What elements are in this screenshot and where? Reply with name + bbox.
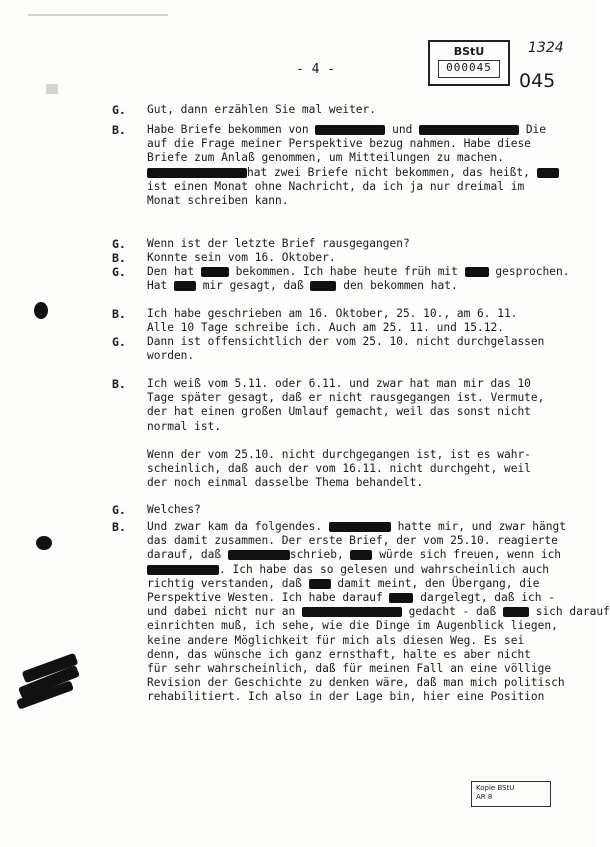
line-text: hatte mir, und zwar hängt <box>390 520 566 533</box>
line-text: damit meint, den Übergang, die <box>330 576 540 590</box>
line-text: . Ich habe das so gelesen und wahrscheinlich auch <box>219 562 550 576</box>
line-text: Habe Briefe bekommen von <box>147 123 316 136</box>
redaction-bar <box>302 607 402 617</box>
transcript-line <box>147 503 201 517</box>
line-text: das damit zusammen. Der erste Brief, der vom 25.10. reagierte <box>147 534 558 548</box>
transcript-line <box>147 251 336 265</box>
stamp-number: 000045 <box>438 60 500 78</box>
transcript-line <box>147 462 531 476</box>
redaction-bar <box>419 125 519 135</box>
transcript-line <box>147 335 544 349</box>
handwritten-number: 1324 <box>528 40 564 56</box>
transcript-line <box>147 237 410 251</box>
line-text: Alle 10 Tage schreibe ich. Auch am 25. 11. und 15.12. <box>147 321 504 335</box>
transcript-line <box>147 420 221 434</box>
line-text: ist einen Monat ohne Nachricht, da ich ja nur dreimal im <box>147 179 525 193</box>
line-text: richtig verstanden, daß <box>147 576 309 590</box>
line-text: Ich habe geschrieben am 16. Oktober, 25. 10., am 6. 11. <box>147 307 518 320</box>
line-text: der hat einen großen Umlauf gemacht, weil das sonst nicht <box>147 405 531 419</box>
redaction-bar <box>329 522 391 532</box>
line-text: keine andere Möglichkeit für mich als diesen Weg. Es sei <box>147 633 525 647</box>
line-text: Die <box>519 123 547 136</box>
bstu-stamp <box>428 40 510 86</box>
transcript-line <box>147 448 531 462</box>
copy-stamp <box>471 781 551 807</box>
speaker-label: G. <box>112 103 126 117</box>
speaker-label: G. <box>112 265 126 279</box>
redaction-bar <box>315 125 385 135</box>
speaker-label: G. <box>112 335 126 349</box>
transcript-line <box>147 605 610 619</box>
line-text: darauf, daß <box>147 548 228 562</box>
line-text: schrieb, <box>289 548 351 562</box>
redaction-bar <box>537 168 559 178</box>
line-text: Perspektive Westen. Ich habe darauf <box>147 591 390 604</box>
line-text: Briefe zum Anlaß genommen, um Mitteilungen zu machen. <box>147 151 504 165</box>
line-text: mir gesagt, daß <box>195 279 311 293</box>
line-text: Den hat <box>147 265 201 278</box>
line-text: Gut, dann erzählen Sie mal weiter. <box>147 103 377 116</box>
transcript-line <box>147 405 531 419</box>
transcript-line <box>147 563 549 577</box>
stamp-title: BStU <box>453 45 485 58</box>
line-text: gedacht - daß <box>401 605 503 619</box>
redaction-bar <box>350 550 372 560</box>
redaction-bar <box>147 168 247 178</box>
punch-hole <box>34 302 48 319</box>
line-text: Hat <box>147 279 174 293</box>
transcript-line <box>147 548 561 562</box>
speaker-label: B. <box>112 251 126 265</box>
line-text: normal ist. <box>147 419 222 433</box>
line-text: denn, das wünsche ich ganz ernsthaft, halte es aber nicht <box>147 647 531 661</box>
punch-hole <box>36 536 52 550</box>
transcript-line <box>147 377 531 391</box>
line-text: Tage später gesagt, daß er nicht rausgegangen ist. Vermute, <box>147 391 545 405</box>
transcript-line <box>147 103 376 117</box>
transcript-line <box>147 619 558 633</box>
line-text: Monat schreiben kann. <box>147 194 289 207</box>
transcript-line <box>147 690 544 704</box>
line-text: Konnte sein vom 16. Oktober. <box>147 251 336 264</box>
transcript-line <box>147 520 566 534</box>
transcript-line <box>147 307 517 321</box>
line-text: einrichten muß, ich sehe, wie die Dinge im Augenblick liegen, <box>147 619 558 633</box>
redaction-bar <box>310 281 336 291</box>
scan-noise <box>46 84 58 94</box>
line-text: Welches? <box>147 503 201 516</box>
line-text: bekommen. Ich habe heute früh mit <box>228 265 465 278</box>
speaker-label: G. <box>112 503 126 517</box>
transcript-line <box>147 321 504 335</box>
transcript-line <box>147 391 544 405</box>
redaction-bar <box>389 593 413 603</box>
line-text: Dann ist offensichtlich der vom 25. 10. nicht durchgelassen <box>147 335 545 348</box>
redaction-bar <box>228 550 290 560</box>
line-text: Ich weiß vom 5.11. oder 6.11. und zwar hat man mir das 10 <box>147 377 531 390</box>
transcript-line <box>147 476 423 490</box>
page-number: - 4 - <box>296 62 336 77</box>
transcript-line <box>147 591 555 605</box>
transcript-line <box>147 648 531 662</box>
speaker-label: B. <box>112 307 126 321</box>
redaction-bar <box>465 267 489 277</box>
transcript-line <box>147 662 551 676</box>
transcript-line <box>147 349 194 363</box>
line-text: und <box>385 123 420 136</box>
line-text: würde sich freuen, wenn ich <box>372 548 562 562</box>
transcript-line <box>147 534 558 548</box>
transcript-line <box>147 123 546 137</box>
redaction-bar <box>201 267 229 277</box>
redaction-bar <box>503 607 529 617</box>
line-text: rehabilitiert. Ich also in der Lage bin, hier eine Position <box>147 690 545 704</box>
copy-stamp-line2: AR 8 <box>476 793 493 801</box>
line-text: auf die Frage meiner Perspektive bezug nahmen. Habe diese <box>147 137 531 151</box>
line-text: für sehr wahrscheinlich, daß für meinen Fall an eine völlige <box>147 662 552 675</box>
line-text: dargelegt, daß ich - <box>413 591 555 604</box>
transcript-line <box>147 194 288 208</box>
transcript-line <box>147 137 531 151</box>
transcript-line <box>147 166 559 180</box>
line-text: den bekommen hat. <box>336 279 458 293</box>
line-text: gesprochen. <box>488 265 570 278</box>
transcript-line <box>147 265 569 279</box>
transcript-line <box>147 279 458 293</box>
redaction-bar <box>147 565 219 575</box>
line-text: Revision der Geschichte zu denken wäre, daß man mich politisch <box>147 676 565 690</box>
scan-noise <box>28 14 168 16</box>
redaction-bar <box>174 281 196 291</box>
speaker-label: B. <box>112 123 126 137</box>
speaker-label: G. <box>112 237 126 251</box>
line-text: Wenn der vom 25.10. nicht durchgegangen ist, ist es wahr- <box>147 448 531 461</box>
copy-stamp-line1: Kopie BStU <box>476 784 515 792</box>
line-text: scheinlich, daß auch der vom 16.11. nicht durchgeht, weil <box>147 462 531 476</box>
redaction-bar <box>309 579 331 589</box>
line-text: sich darauf <box>528 605 610 619</box>
archive-number: 045 <box>519 70 556 92</box>
transcript-line <box>147 151 504 165</box>
line-text: Wenn ist der letzte Brief rausgegangen? <box>147 237 410 250</box>
speaker-label: B. <box>112 377 126 391</box>
transcript-line <box>147 180 524 194</box>
line-text: der noch einmal dasselbe Thema behandelt. <box>147 476 424 490</box>
line-text: worden. <box>147 349 195 363</box>
speaker-label: B. <box>112 520 126 534</box>
line-text: Und zwar kam da folgendes. <box>147 520 329 533</box>
transcript-line <box>147 676 565 690</box>
line-text: hat zwei Briefe nicht bekommen, das heißt, <box>247 165 537 179</box>
transcript-line <box>147 634 524 648</box>
transcript-line <box>147 577 539 591</box>
line-text: und dabei nicht nur an <box>147 605 302 619</box>
